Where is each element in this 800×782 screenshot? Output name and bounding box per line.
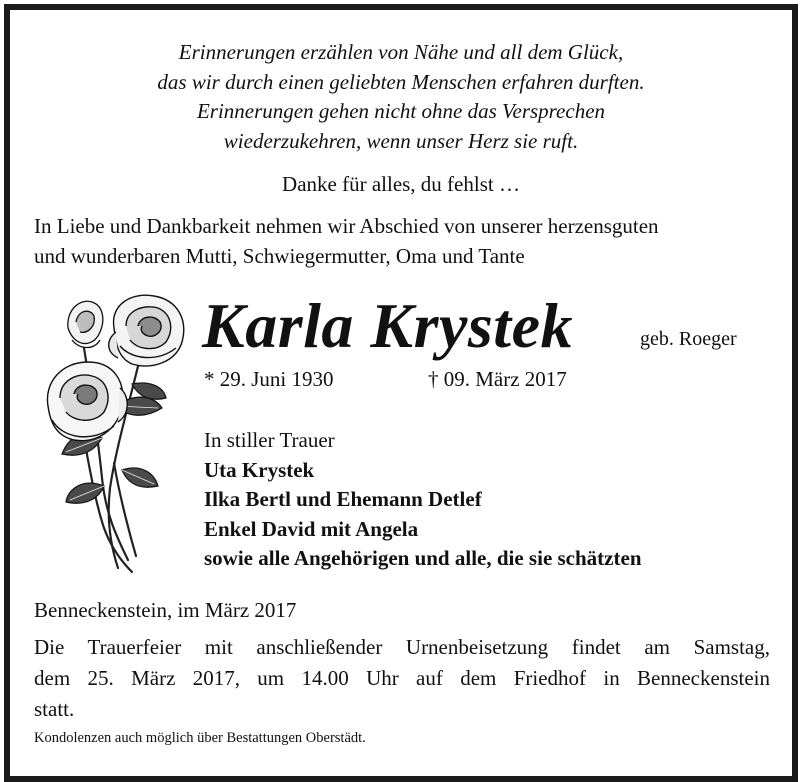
mourners-heading: In stiller Trauer [204, 428, 335, 452]
condolence-note: Kondolenzen auch möglich über Bestattungen Oberstädt. [34, 730, 366, 746]
death-date: † 09. März 2017 [428, 367, 567, 391]
mourner-name: Enkel David mit Angela [204, 516, 419, 541]
mourners [204, 426, 642, 574]
intro-text [34, 211, 659, 271]
poem-line: Erinnerungen gehen nicht ohne das Versprechen [196, 99, 606, 123]
poem-line: wiederzukehren, wenn unser Herz sie ruft. [223, 128, 579, 153]
funeral-line: Die Trauerfeier mit anschließender Urnenbeisetzung findet am Samstag, [34, 635, 770, 659]
poem-line: Erinnerungen erzählen von Nähe und all dem Glück, [178, 40, 624, 64]
deceased-name: Karla Krystek [202, 290, 573, 361]
mourner-name: Uta Krystek [204, 457, 315, 482]
poem-line: das wir durch einen geliebten Menschen erfahren durften. [157, 69, 645, 94]
poem [10, 38, 792, 156]
roses-illustration [32, 288, 192, 578]
funeral-line: dem 25. März 2017, um 14.00 Uhr auf dem Friedhof in Benneckenstein [34, 666, 770, 690]
intro-line: In Liebe und Dankbarkeit nehmen wir Abschied von unserer herzensguten [34, 214, 659, 238]
thanks-line: Danke für alles, du fehlst … [282, 172, 520, 196]
funeral-line: statt. [34, 697, 75, 721]
obituary-frame [4, 4, 798, 782]
maiden-name: geb. Roeger [640, 328, 737, 350]
intro-line: und wunderbaren Mutti, Schwiegermutter, Oma und Tante [34, 244, 525, 268]
mourner-name: Ilka Bertl und Ehemann Detlef [204, 487, 482, 511]
mourner-name: sowie alle Angehörigen und alle, die sie schätzten [204, 546, 642, 570]
birth-date: * 29. Juni 1930 [204, 367, 334, 391]
place-date: Benneckenstein, im März 2017 [34, 598, 297, 622]
funeral-info [34, 632, 770, 725]
